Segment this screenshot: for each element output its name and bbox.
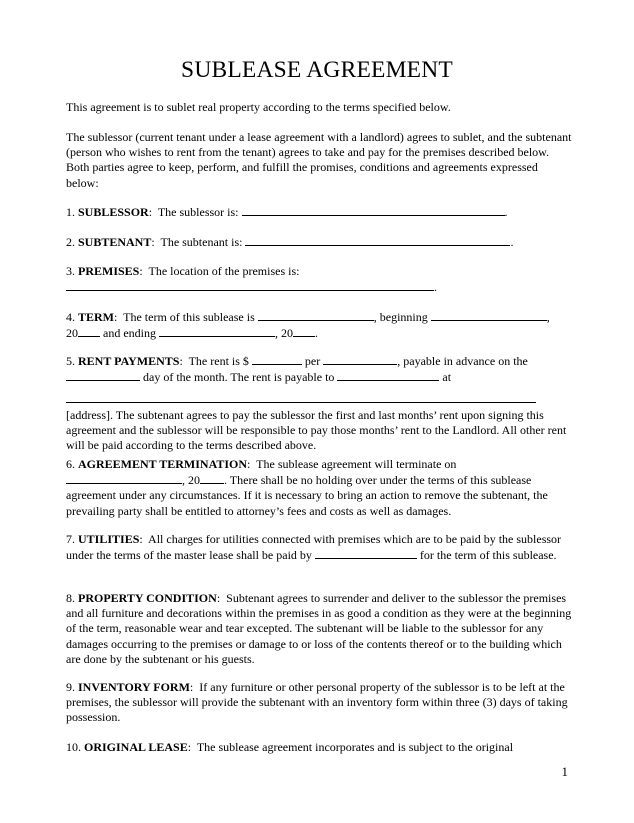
section-heading: RENT PAYMENTS: [78, 354, 180, 368]
page-number: 1: [561, 764, 568, 779]
section-text: and ending: [103, 326, 156, 341]
section-number: 6.: [66, 457, 75, 471]
section-text: , beginning: [373, 310, 428, 324]
section-rent-payments: 5. RENT PAYMENTS: The rent is $ per , payable in advance on the day of the month. The rent is payable to at [address]. The subtenant agrees to pay the sublessor the first and last months’ rent upon signing this agreement and the sublessor will be responsible to pay those months’ rent to the Landlord. All other rent will be paid according to the terms described above.: [66, 354, 567, 453]
section-original-lease: 10. ORIGINAL LEASE: The sublease agreement incorporates and is subject to the original: [66, 740, 514, 754]
section-number: 4.: [66, 310, 75, 324]
utilities-payer-field[interactable]: [315, 547, 417, 559]
section-text: [address]. The subtenant agrees to pay the sublessor the first and last months’ rent upon signing this agreement and the sublessor will be responsible to pay those months’ rent to the Landlord. All other rent will be paid according to the terms described above.: [66, 407, 567, 453]
section-text: 20: [66, 326, 78, 341]
section-heading: INVENTORY FORM: [78, 680, 190, 694]
section-property-condition: 8. PROPERTY CONDITION: Subtenant agrees to surrender and deliver to the sublessor the premises and all furniture and decorations within the premises in as good a condition as they were at the beginning of the term, reasonable wear and tear excepted. The subtenant will be liable to the sublessor for any damages occurring to the premises or damage to or loss of the contents thereof or to the building which are done by the subtenant or his guests.: [66, 591, 572, 666]
section-text: , 20: [182, 473, 200, 488]
section-text: day of the month. The rent is payable to: [143, 370, 335, 385]
section-text: The location of the premises is:: [148, 264, 300, 278]
section-number: 5.: [66, 354, 75, 368]
section-inventory-form: 9. INVENTORY FORM: If any furniture or other personal property of the sublessor is to be left at the premises, the sublessor will provide the subtenant with an inventory form within three (3) days of taking possession.: [66, 680, 568, 725]
section-agreement-termination: 6. AGREEMENT TERMINATION: The sublease agreement will terminate on , 20 . There shall be no holding over under the terms of this sublease agreement under any circumstances. If it is necessary to bring an action to remove the subtenant, the prevailing party shall be entitled to attorney’s fees and costs as well as damages.: [66, 457, 548, 518]
page-title: SUBLEASE AGREEMENT: [181, 57, 453, 83]
section-text: The sublease agreement incorporates and is subject to the original: [196, 740, 514, 754]
section-text: The subtenant is:: [160, 235, 243, 249]
term-length-field[interactable]: [258, 309, 374, 321]
section-text: All charges for utilities connected with premises which are to be paid by the sublessor under the terms of the master lease shall be paid by: [66, 532, 562, 563]
rent-payee-field[interactable]: [337, 369, 439, 381]
section-heading: UTILITIES: [78, 532, 140, 546]
section-text: at: [442, 370, 452, 385]
rent-due-day-field[interactable]: [66, 369, 140, 381]
sublessor-name-field[interactable]: [242, 204, 505, 216]
section-term: 4. TERM: The term of this sublease is , beginning , 20 and ending , 20 .: [66, 310, 550, 341]
preamble-paragraph: The sublessor (current tenant under a lease agreement with a landlord) agrees to sublet, and the subtenant (person who wishes to rent from the tenant) agrees to take and pay for the premises described below. Both parties agree to keep, perform, and fulfill the promises, conditions and agreements expressed below:: [66, 130, 572, 190]
rent-period-field[interactable]: [323, 353, 397, 365]
section-text: The sublease agreement will terminate on: [256, 457, 457, 471]
term-begin-year-field[interactable]: [78, 325, 100, 337]
section-subtenant: 2. SUBTENANT: The subtenant is: .: [66, 235, 514, 249]
section-heading: SUBLESSOR: [78, 205, 149, 219]
term-end-date-field[interactable]: [159, 325, 275, 337]
section-sublessor: 1. SUBLESSOR: The sublessor is: .: [66, 205, 508, 219]
section-number: 2.: [66, 235, 75, 249]
section-number: 3.: [66, 264, 75, 278]
section-number: 7.: [66, 532, 75, 546]
intro-paragraph: This agreement is to sublet real property according to the terms specified below.: [66, 100, 451, 114]
section-premises: 3. PREMISES: The location of the premises is: .: [66, 264, 437, 295]
section-text: The sublessor is:: [157, 205, 239, 219]
section-heading: SUBTENANT: [78, 235, 152, 249]
section-text: The rent is $: [188, 354, 249, 368]
premises-location-field[interactable]: [66, 279, 434, 291]
termination-date-field[interactable]: [66, 472, 182, 484]
section-text: for the term of this sublease.: [419, 548, 557, 563]
section-heading: PROPERTY CONDITION: [78, 591, 217, 605]
section-number: 9.: [66, 680, 75, 694]
section-text: , payable in advance on the: [397, 354, 528, 368]
term-end-year-field[interactable]: [293, 325, 315, 337]
section-text: , 20: [275, 326, 293, 341]
termination-year-field[interactable]: [200, 472, 224, 484]
rent-address-field[interactable]: [66, 391, 536, 403]
section-text: per: [304, 354, 321, 368]
section-heading: AGREEMENT TERMINATION: [78, 457, 248, 471]
section-number: 10.: [66, 740, 81, 754]
section-heading: PREMISES: [78, 264, 140, 278]
section-heading: ORIGINAL LEASE: [84, 740, 188, 754]
section-text: The term of this sublease is: [123, 310, 255, 324]
subtenant-name-field[interactable]: [245, 234, 510, 246]
section-text: . There shall be no holding over under the terms of this sublease agreement under any circumstances. If it is necessary to bring an action to remove the subtenant, the prevailing party shall be entitled to attorney’s fees and costs as well as damages.: [66, 473, 548, 518]
section-utilities: 7. UTILITIES: All charges for utilities connected with premises which are to be paid by the sublessor under the terms of the master lease shall be paid by for the term of this sublease.: [66, 532, 562, 563]
section-number: 8.: [66, 591, 75, 605]
term-begin-date-field[interactable]: [431, 309, 547, 321]
section-heading: TERM: [78, 310, 114, 324]
section-number: 1.: [66, 205, 75, 219]
section-text: Subtenant agrees to surrender and deliver to the sublessor the premises and all furniture and decorations within the premises in as good a condition as they were at the beginning of the term, reasonable wear and tear excepted. The subtenant will be liable to the sublessor for any damages occurring to the premises or damage to or loss of the contents thereof or to the building which are done by the subtenant or his guests.: [66, 591, 572, 666]
section-text: If any furniture or other personal property of the sublessor is to be left at the premises, the sublessor will provide the subtenant with an inventory form within three (3) days of taking possession.: [66, 680, 568, 725]
rent-amount-field[interactable]: [252, 353, 302, 365]
